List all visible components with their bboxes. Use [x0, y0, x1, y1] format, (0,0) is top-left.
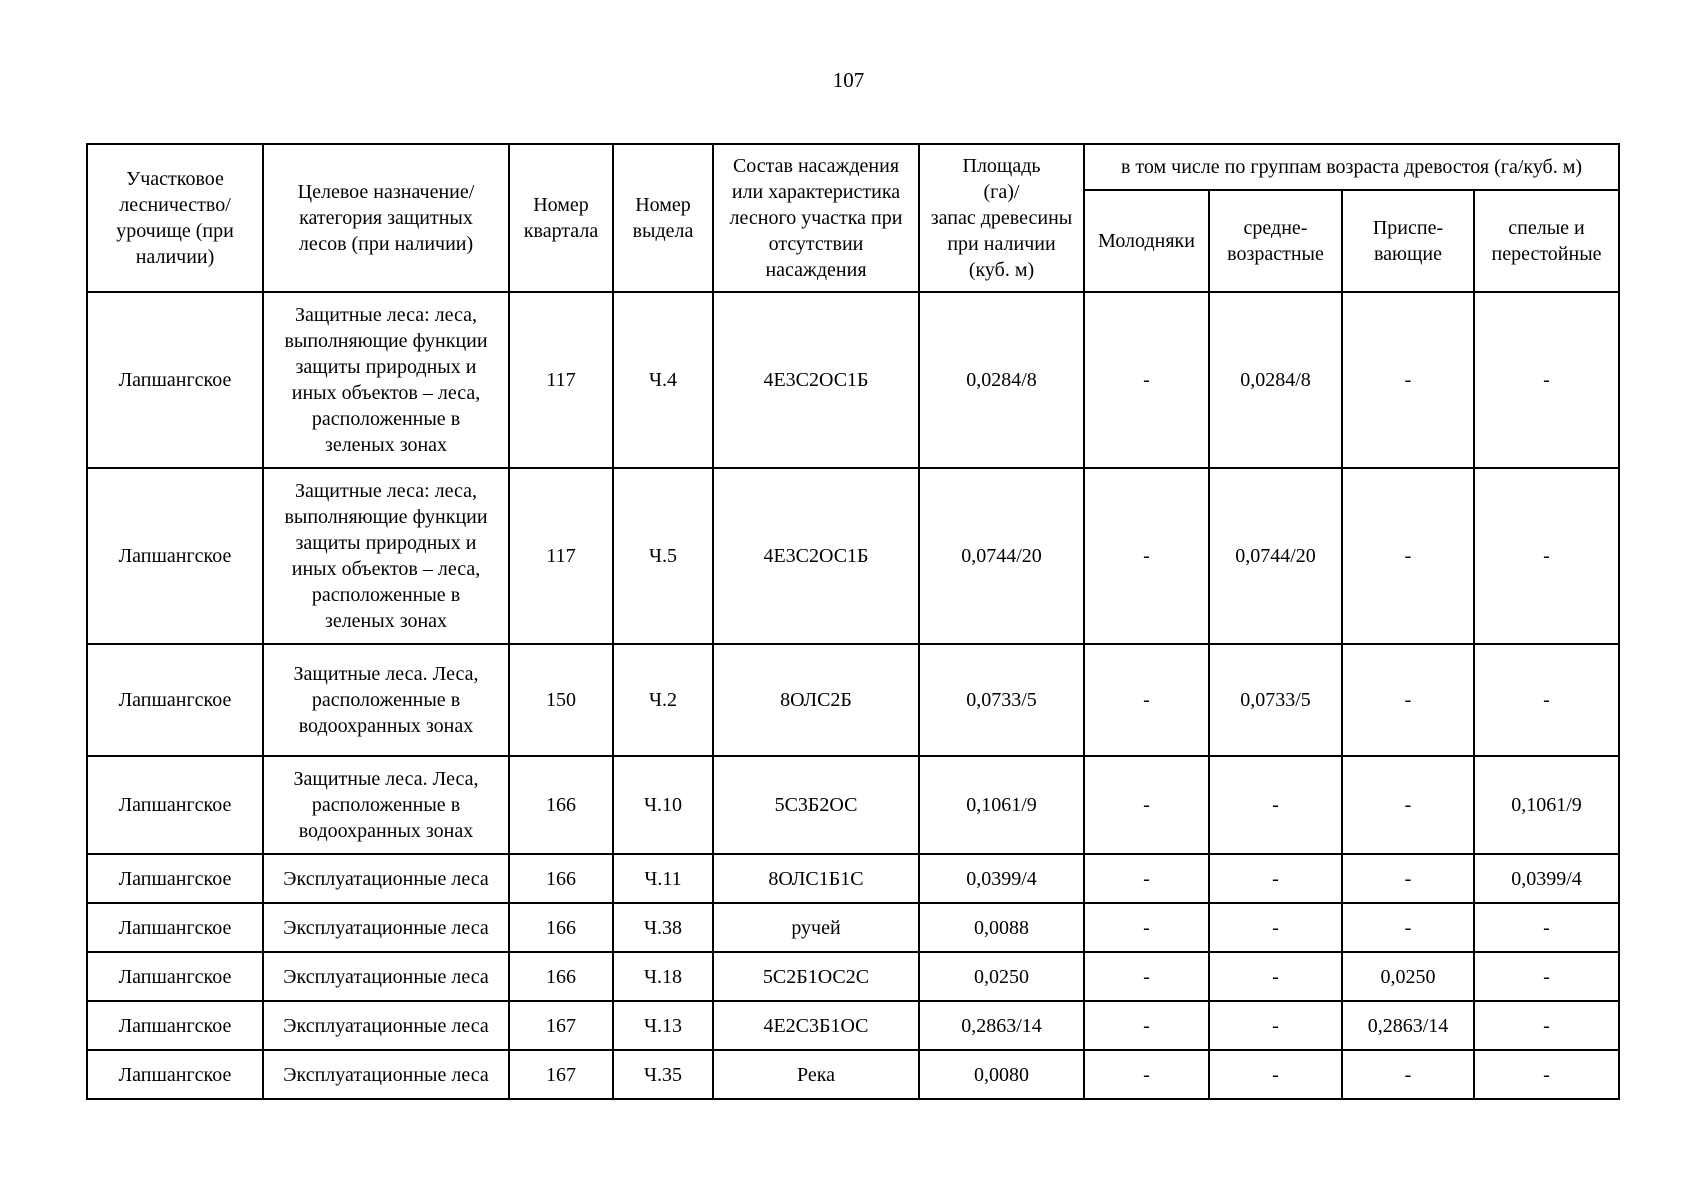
area-cell: 0,1061/9	[919, 756, 1084, 854]
forest-plots-table	[86, 143, 1620, 1100]
plot-cell: Ч.5	[613, 468, 713, 644]
header-area: Площадь (га)/ запас древесины при наличии (куб. м)	[919, 144, 1084, 292]
table-row	[87, 644, 1619, 756]
purpose-cell: Защитные леса: леса, выполняющие функции защиты природных и иных объектов – леса, расположенные в зеленых зонах	[263, 468, 509, 644]
young-cell: -	[1084, 854, 1209, 903]
table-row	[87, 756, 1619, 854]
forestry-cell: Лапшангское	[87, 1001, 263, 1050]
table-body	[87, 292, 1619, 1099]
maturing-cell: -	[1342, 903, 1474, 952]
forestry-cell: Лапшангское	[87, 952, 263, 1001]
area-cell: 0,0744/20	[919, 468, 1084, 644]
quarter-cell: 166	[509, 903, 613, 952]
quarter-cell: 117	[509, 292, 613, 468]
forestry-cell: Лапшангское	[87, 644, 263, 756]
purpose-cell: Эксплуатационные леса	[263, 903, 509, 952]
young-cell: -	[1084, 756, 1209, 854]
header-composition: Состав насаждения или характеристика лесного участка при отсутствии насаждения	[713, 144, 919, 292]
middle-aged-cell: -	[1209, 854, 1342, 903]
composition-cell: 5С2Б1ОС2С	[713, 952, 919, 1001]
plot-cell: Ч.2	[613, 644, 713, 756]
maturing-cell: 0,2863/14	[1342, 1001, 1474, 1050]
area-cell: 0,0080	[919, 1050, 1084, 1099]
quarter-cell: 167	[509, 1001, 613, 1050]
mature-cell: -	[1474, 952, 1619, 1001]
table-row	[87, 903, 1619, 952]
purpose-cell: Эксплуатационные леса	[263, 952, 509, 1001]
young-cell: -	[1084, 1050, 1209, 1099]
forestry-cell: Лапшангское	[87, 468, 263, 644]
header-age-groups: в том числе по группам возраста древостоя (га/куб. м)	[1084, 144, 1619, 190]
middle-aged-cell: -	[1209, 1001, 1342, 1050]
area-cell: 0,0284/8	[919, 292, 1084, 468]
composition-cell: 8ОЛС2Б	[713, 644, 919, 756]
table-row	[87, 1050, 1619, 1099]
plot-cell: Ч.38	[613, 903, 713, 952]
header-young: Молодняки	[1084, 190, 1209, 292]
page-number: 107	[832, 68, 865, 92]
composition-cell: 8ОЛС1Б1С	[713, 854, 919, 903]
mature-cell: -	[1474, 644, 1619, 756]
composition-cell: ручей	[713, 903, 919, 952]
maturing-cell: -	[1342, 292, 1474, 468]
young-cell: -	[1084, 1001, 1209, 1050]
composition-cell: Река	[713, 1050, 919, 1099]
header-plot: Номер выдела	[613, 144, 713, 292]
plot-cell: Ч.13	[613, 1001, 713, 1050]
area-cell: 0,2863/14	[919, 1001, 1084, 1050]
purpose-cell: Защитные леса: леса, выполняющие функции защиты природных и иных объектов – леса, расположенные в зеленых зонах	[263, 292, 509, 468]
mature-cell: -	[1474, 1050, 1619, 1099]
maturing-cell: 0,0250	[1342, 952, 1474, 1001]
mature-cell: -	[1474, 1001, 1619, 1050]
mature-cell: -	[1474, 292, 1619, 468]
forestry-cell: Лапшангское	[87, 756, 263, 854]
area-cell: 0,0733/5	[919, 644, 1084, 756]
middle-aged-cell: -	[1209, 756, 1342, 854]
quarter-cell: 166	[509, 756, 613, 854]
plot-cell: Ч.11	[613, 854, 713, 903]
plot-cell: Ч.10	[613, 756, 713, 854]
middle-aged-cell: -	[1209, 903, 1342, 952]
area-cell: 0,0250	[919, 952, 1084, 1001]
young-cell: -	[1084, 468, 1209, 644]
table-row	[87, 292, 1619, 468]
composition-cell: 5С3Б2ОС	[713, 756, 919, 854]
young-cell: -	[1084, 952, 1209, 1001]
middle-aged-cell: -	[1209, 1050, 1342, 1099]
table-header	[87, 144, 1619, 292]
table-row	[87, 468, 1619, 644]
quarter-cell: 150	[509, 644, 613, 756]
forestry-cell: Лапшангское	[87, 903, 263, 952]
table-row	[87, 854, 1619, 903]
purpose-cell: Эксплуатационные леса	[263, 1001, 509, 1050]
quarter-cell: 167	[509, 1050, 613, 1099]
area-cell: 0,0088	[919, 903, 1084, 952]
purpose-cell: Защитные леса. Леса, расположенные в водоохранных зонах	[263, 644, 509, 756]
mature-cell: 0,0399/4	[1474, 854, 1619, 903]
table-row	[87, 1001, 1619, 1050]
young-cell: -	[1084, 292, 1209, 468]
maturing-cell: -	[1342, 644, 1474, 756]
forestry-cell: Лапшангское	[87, 292, 263, 468]
maturing-cell: -	[1342, 756, 1474, 854]
plot-cell: Ч.35	[613, 1050, 713, 1099]
area-cell: 0,0399/4	[919, 854, 1084, 903]
young-cell: -	[1084, 644, 1209, 756]
header-quarter: Номер квартала	[509, 144, 613, 292]
header-middle-aged: средне- возрастные	[1209, 190, 1342, 292]
middle-aged-cell: 0,0284/8	[1209, 292, 1342, 468]
middle-aged-cell: 0,0744/20	[1209, 468, 1342, 644]
young-cell: -	[1084, 903, 1209, 952]
header-purpose: Целевое назначение/ категория защитных лесов (при наличии)	[263, 144, 509, 292]
quarter-cell: 166	[509, 854, 613, 903]
mature-cell: -	[1474, 903, 1619, 952]
forestry-cell: Лапшангское	[87, 854, 263, 903]
middle-aged-cell: 0,0733/5	[1209, 644, 1342, 756]
header-mature: спелые и перестойные	[1474, 190, 1619, 292]
table-row	[87, 952, 1619, 1001]
purpose-cell: Защитные леса. Леса, расположенные в водоохранных зонах	[263, 756, 509, 854]
plot-cell: Ч.4	[613, 292, 713, 468]
header-forestry: Участковое лесничество/ урочище (при наличии)	[87, 144, 263, 292]
maturing-cell: -	[1342, 468, 1474, 644]
middle-aged-cell: -	[1209, 952, 1342, 1001]
composition-cell: 4Е3С2ОС1Б	[713, 292, 919, 468]
forestry-cell: Лапшангское	[87, 1050, 263, 1099]
composition-cell: 4Е3С2ОС1Б	[713, 468, 919, 644]
composition-cell: 4Е2С3Б1ОС	[713, 1001, 919, 1050]
maturing-cell: -	[1342, 1050, 1474, 1099]
plot-cell: Ч.18	[613, 952, 713, 1001]
quarter-cell: 166	[509, 952, 613, 1001]
maturing-cell: -	[1342, 854, 1474, 903]
mature-cell: 0,1061/9	[1474, 756, 1619, 854]
purpose-cell: Эксплуатационные леса	[263, 854, 509, 903]
header-maturing: Приспе- вающие	[1342, 190, 1474, 292]
mature-cell: -	[1474, 468, 1619, 644]
quarter-cell: 117	[509, 468, 613, 644]
purpose-cell: Эксплуатационные леса	[263, 1050, 509, 1099]
